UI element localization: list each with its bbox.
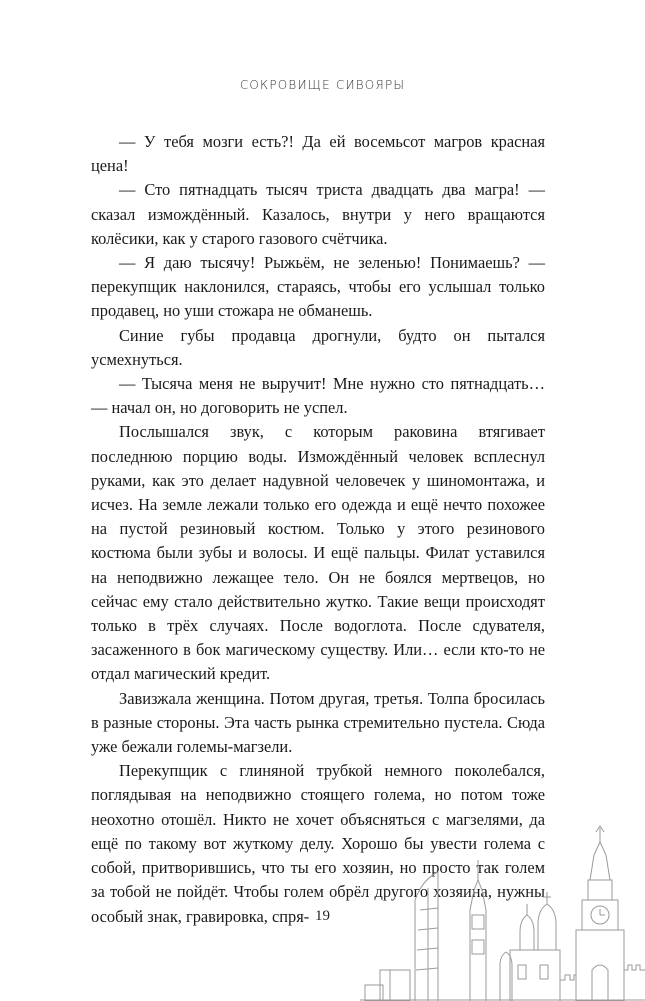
running-head-title: СОКРОВИЩЕ СИВОЯРЫ (239, 78, 406, 92)
city-skyline-illustration (360, 820, 645, 1001)
paragraph: — Сто пятнадцать тысяч триста двадцать два магра! — сказал измождённый. Казалось, внутри у него вращаются колёсики, как у старого газового счётчика. (91, 180, 545, 248)
paragraph: — Я даю тысячу! Рыжьём, не зеленью! Понимаешь? — перекупщик наклонился, стараясь, чтобы его услышал только продавец, но уши стожара не обманешь. (91, 253, 545, 321)
body-text (91, 130, 545, 929)
paragraph: — У тебя мозги есть?! Да ей восемьсот магров красная цена! (91, 132, 545, 176)
paragraph: Завизжала женщина. Потом другая, третья. Толпа бросилась в разные стороны. Эта часть рынка стремительно пустела. Сюда уже бежали големы-магзели. (91, 688, 545, 757)
paragraph: Синие губы продавца дрогнули, будто он пытался усмехнуться. (91, 325, 545, 369)
paragraph: Послышался звук, с которым раковина втягивает последнюю порцию воды. Измождённый человек всплеснул руками, как это делает надувной человечек у шиномонтажа, и исчез. На земле лежали только его одежда и ещё нечто похожее на пустой резиновый костюм. Только у этого резинового костюма были зубы и волосы. И ещё пальцы. Филат уставился на неподвижно лежащее тело. Он не боялся мертвецов, но сейчас ему стало действительно жутко. Такие вещи происходят только в трёх случаях. После водоглота. После сдувателя, засаженного в бок магическому существу. Или… если кто-то не отдал магический кредит. (91, 422, 545, 684)
page-number: 19 (315, 908, 330, 924)
paragraph: — Тысяча меня не выручит! Мне нужно сто пятнадцать… — начал он, но договорить не успел. (91, 374, 545, 418)
paragraph: Перекупщик с глиняной трубкой немного поколебался, поглядывая на неподвижно стоящего голема, но потом тоже неохотно отошёл. Никто не хочет объясняться с магзелями, да ещё по такому вот жуткому делу. Хорошо бы увести голема с собой, притворившись, что ты его хозяин, но просто так голем за тобой не пойдёт. Чтобы голем обрёл другого хозяина, нужны особый знак, гравировка, спря- (91, 761, 545, 926)
